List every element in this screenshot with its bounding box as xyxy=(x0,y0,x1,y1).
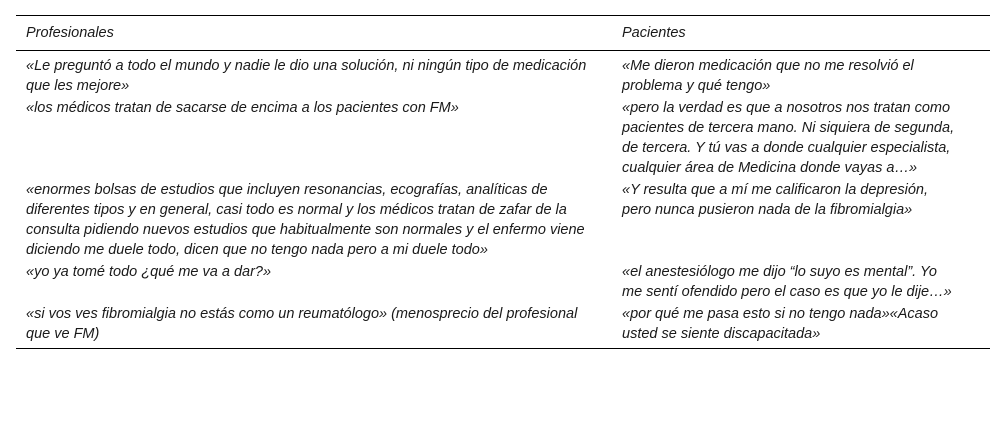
cell-profesionales: «los médicos tratan de sacarse de encima a los pacientes con FM» xyxy=(26,100,459,116)
table-row xyxy=(16,260,990,302)
cell-pacientes: «pero la verdad es que a nosotros nos tratan como pacientes de tercera mano. Ni siquiera de segunda, de tercera. Y tú vas a donde cualquier especialista, cualquier área de Medicina donde vayas a…» xyxy=(622,100,955,176)
quotes-table-container xyxy=(16,15,990,349)
table-header-row xyxy=(16,16,990,51)
cell-profesionales: «enormes bolsas de estudios que incluyen resonancias, ecografías, analíticas de diferentes tipos y en general, casi todo es normal y los médicos tratan de zafar de la consulta pidiendo nuevos estudios que habitualmente son normales y el enfermo viene diciendo me duele todo, dicen que no tengo nada pero a mi duele todo» xyxy=(26,182,585,258)
table-row xyxy=(16,302,990,349)
cell-pacientes: «por qué me pasa esto si no tengo nada»«Acaso usted se siente discapacitada» xyxy=(612,302,990,349)
table-row xyxy=(16,96,990,178)
cell-pacientes: «Me dieron medicación que no me resolvió el problema y qué tengo» xyxy=(622,58,914,94)
cell-profesionales: «si vos ves fibromialgia no estás como un reumatólogo» (menosprecio del profesional que ve FM) xyxy=(16,302,612,349)
cell-pacientes: «el anestesiólogo me dijo “lo suyo es mental”. Yo me sentí ofendido pero el caso es que yo le dije…» xyxy=(622,264,952,300)
table-row xyxy=(16,178,990,260)
cell-profesionales: «yo ya tomé todo ¿qué me va a dar?» xyxy=(26,264,272,280)
header-pacientes: Pacientes xyxy=(612,16,990,51)
table-row xyxy=(16,51,990,97)
quotes-table xyxy=(16,15,990,349)
cell-pacientes: «Y resulta que a mí me calificaron la depresión, pero nunca pusieron nada de la fibromialgia» xyxy=(622,182,929,218)
cell-profesionales: «Le preguntó a todo el mundo y nadie le dio una solución, ni ningún tipo de medicación que les mejore» xyxy=(26,58,587,94)
header-profesionales: Profesionales xyxy=(16,16,612,51)
